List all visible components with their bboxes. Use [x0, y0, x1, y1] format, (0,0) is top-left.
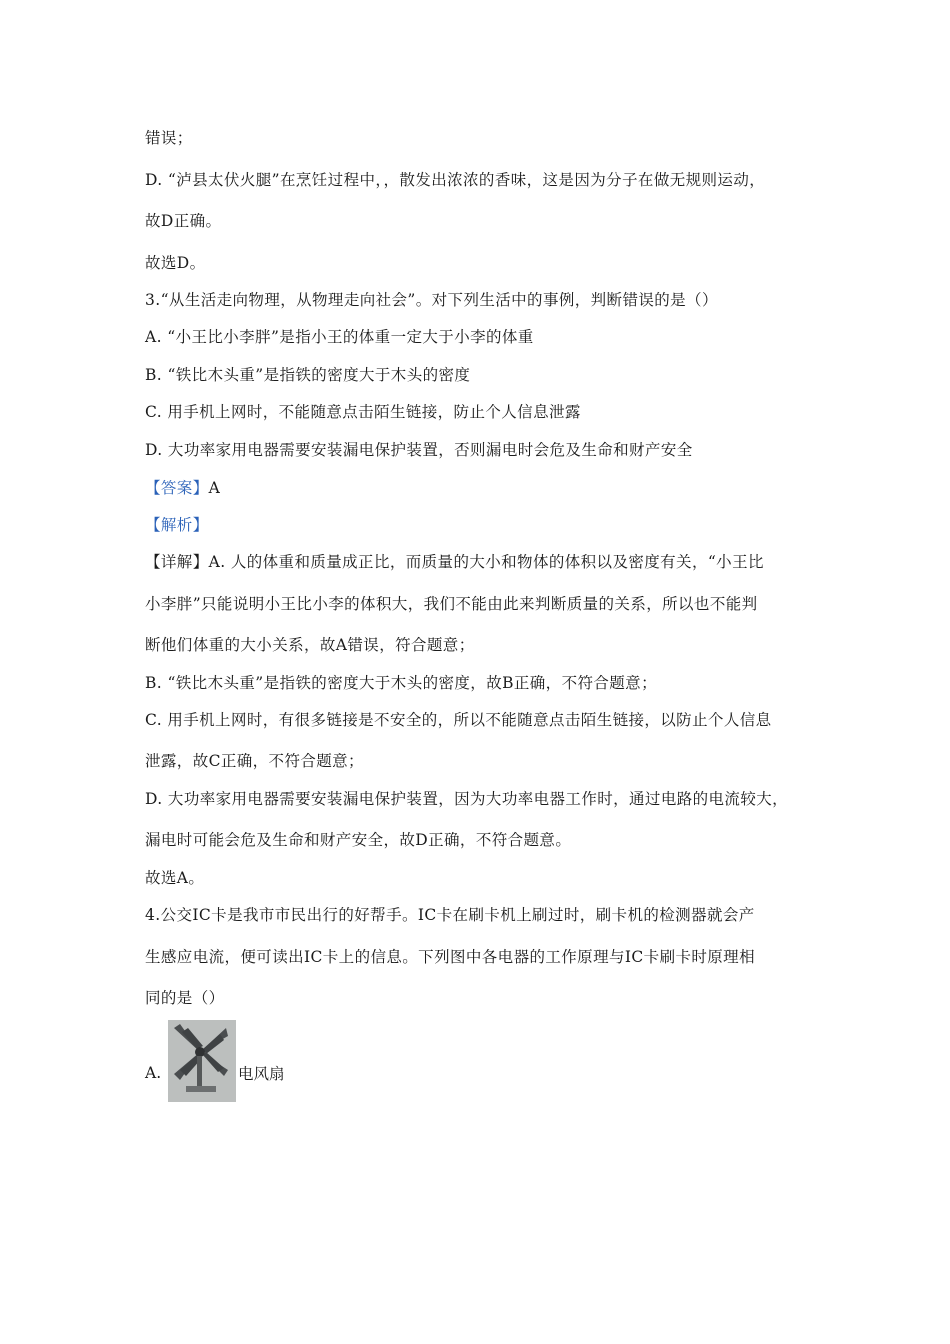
- detail-line: 小李胖”只能说明小王比小李的体积大，我们不能由此来判断质量的关系，所以也不能判: [145, 595, 758, 613]
- answer-value: A: [208, 479, 221, 497]
- question-4-stem: 同的是（）: [145, 989, 225, 1007]
- analysis-tag: 【解析】: [145, 516, 209, 534]
- text-line: D. “泸县太伏火腿”在烹饪过程中，，散发出浓浓的香味，这是因为分子在做无规则运动，: [145, 171, 766, 189]
- answer-line: [145, 478, 220, 498]
- detail-text: A. 人的体重和质量成正比，而质量的大小和物体的体积以及密度有关，“小王比: [208, 553, 764, 571]
- analysis-line: [145, 515, 209, 535]
- answer-tag: 【答案】: [145, 479, 209, 497]
- detail-line: D. 大功率家用电器需要安装漏电保护装置，因为大功率电器工作时，通过电路的电流较大，: [145, 790, 789, 808]
- detail-line: C. 用手机上网时，有很多链接是不安全的，所以不能随意点击陌生链接，以防止个人信息: [145, 711, 772, 729]
- detail-line: 断他们体重的大小关系，故A错误，符合题意；: [145, 636, 475, 654]
- detail-line: 泄露，故C正确，不符合题意；: [145, 752, 364, 770]
- detail-line: 漏电时可能会危及生命和财产安全，故D正确，不符合题意。: [145, 831, 572, 849]
- detail-tag: 【详解】: [145, 553, 209, 571]
- option-b: B. “铁比木头重”是指铁的密度大于木头的密度: [145, 366, 471, 384]
- text-line: 故D正确。: [145, 212, 222, 230]
- detail-line: [145, 552, 764, 572]
- option-a-letter: A.: [145, 1064, 162, 1082]
- option-c: C. 用手机上网时，不能随意点击陌生链接，防止个人信息泄露: [145, 403, 581, 421]
- detail-line: 故选A。: [145, 869, 205, 887]
- question-3-stem: 3.“从生活走向物理，从物理走向社会”。对下列生活中的事例，判断错误的是（）: [145, 291, 718, 309]
- option-d: D. 大功率家用电器需要安装漏电保护装置，否则漏电时会危及生命和财产安全: [145, 441, 693, 459]
- detail-line: B. “铁比木头重”是指铁的密度大于木头的密度，故B正确，不符合题意；: [145, 674, 657, 692]
- text-line: 错误；: [145, 129, 193, 147]
- text-line: 故选D。: [145, 254, 206, 272]
- question-4-stem: 生感应电流，便可读出IC卡上的信息。下列图中各电器的工作原理与IC卡刷卡时原理相: [145, 948, 755, 966]
- question-4-stem: 4.公交IC卡是我市市民出行的好帮手。IC卡在刷卡机上刷过时，刷卡机的检测器就会产: [145, 906, 755, 924]
- option-a-label: 电风扇: [238, 1065, 285, 1083]
- electric-fan-image: [168, 1020, 236, 1102]
- option-a: A. “小王比小李胖”是指小王的体重一定大于小李的体重: [145, 328, 534, 346]
